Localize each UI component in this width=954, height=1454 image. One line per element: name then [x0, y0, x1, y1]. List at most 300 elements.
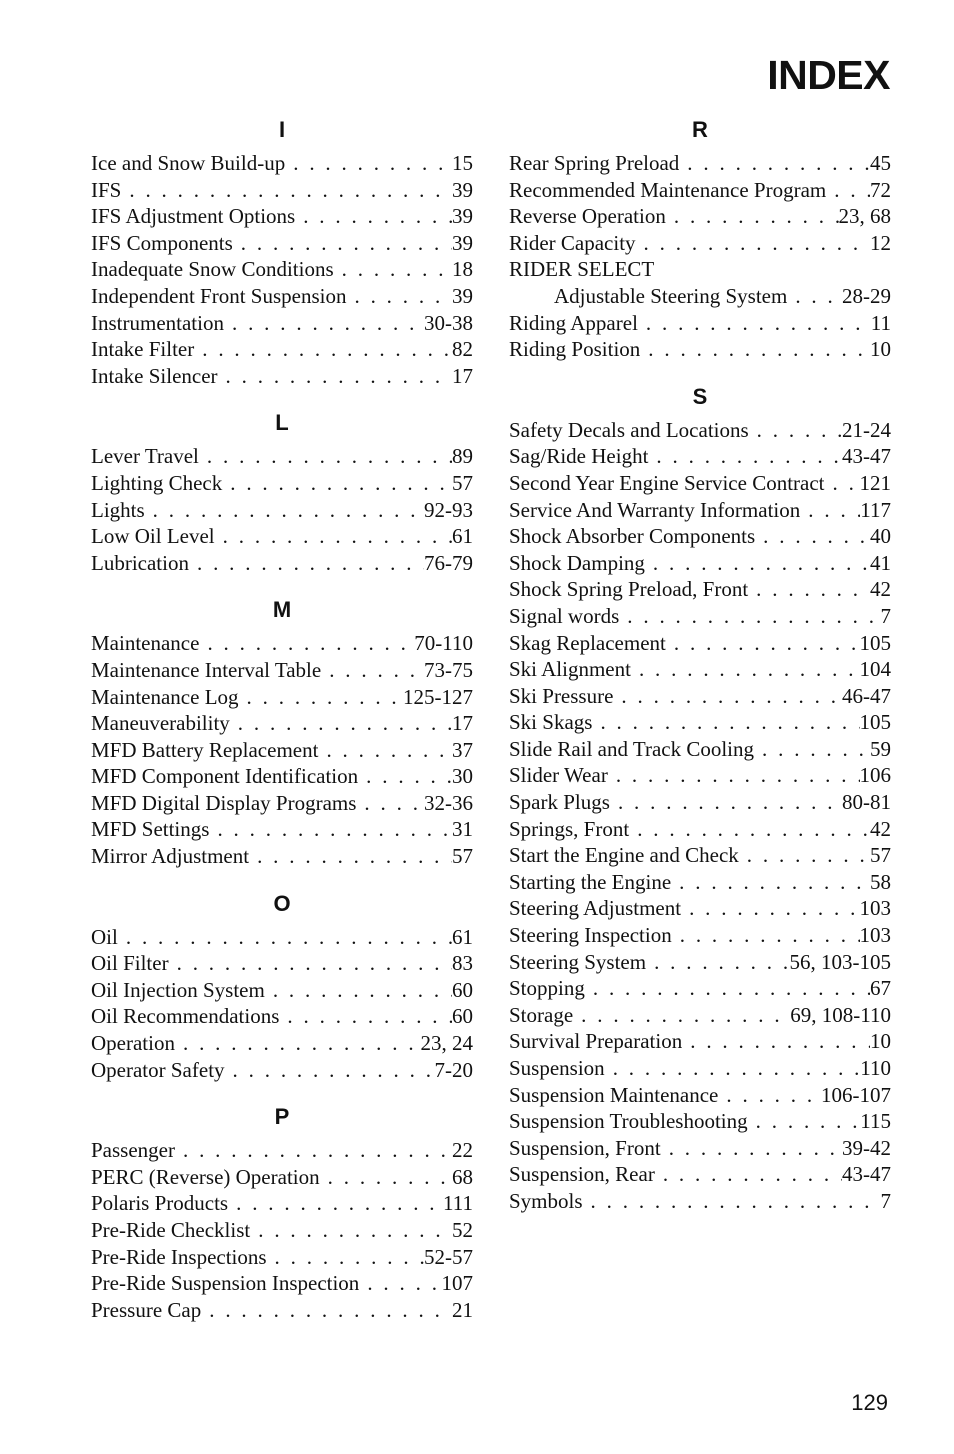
dot-leader: [228, 1190, 443, 1217]
index-entry: [509, 762, 891, 789]
index-entry: [509, 470, 891, 497]
page-title: INDEX: [767, 52, 890, 98]
entry-page: 46-47: [842, 683, 891, 708]
entry-page: 110: [860, 1056, 891, 1080]
entry-page: 80-81: [842, 790, 891, 815]
index-entry: [91, 1297, 473, 1324]
entry-label: Suspension, Front: [509, 1135, 661, 1160]
entry-page: 30-38: [424, 310, 473, 335]
index-column-right: [509, 112, 891, 1231]
page-number: 129: [851, 1390, 888, 1415]
entry-page: 39: [452, 283, 473, 308]
dot-leader: [189, 550, 424, 577]
index-entry: [91, 657, 473, 684]
entry-page: 22: [452, 1138, 473, 1163]
entry-label: Storage: [509, 1002, 574, 1027]
entry-label: Maintenance Log: [91, 684, 239, 709]
entry-page: 103: [859, 896, 891, 921]
entry-label: MFD Component Identification: [91, 764, 359, 789]
dot-leader: [194, 336, 452, 363]
entry-page: 83: [452, 951, 473, 976]
entry-page: 42: [870, 577, 891, 602]
entry-page: 69, 108-110: [790, 1002, 891, 1027]
dot-leader: [218, 363, 452, 390]
index-section-o: [91, 886, 473, 1084]
entry-label: Instrumentation: [91, 310, 224, 335]
entry-label: Start the Engine and Check: [509, 843, 739, 868]
dot-leader: [718, 1082, 821, 1109]
entry-label: Lighting Check: [91, 470, 223, 495]
dot-leader: [265, 977, 452, 1004]
index-entry: [91, 1030, 473, 1057]
index-entry: [509, 336, 891, 363]
entry-page: 105: [859, 630, 891, 655]
index-entry: [509, 1002, 891, 1029]
dot-leader: [175, 1137, 452, 1164]
entry-sublabel: Adjustable Steering System: [554, 283, 788, 308]
index-entry: [509, 1161, 891, 1188]
dot-leader: [619, 603, 880, 630]
entry-label: Suspension Maintenance: [509, 1082, 719, 1107]
index-entry: [509, 497, 891, 524]
dot-leader: [826, 177, 870, 204]
dot-leader: [321, 657, 424, 684]
entry-page: 61: [452, 924, 473, 949]
index-section-m: [91, 592, 473, 869]
entry-page: 57: [870, 843, 891, 868]
dot-leader: [215, 523, 452, 550]
entry-page: 12: [870, 230, 891, 255]
index-entry: [509, 949, 891, 976]
index-entry: [91, 177, 473, 204]
index-entry: [91, 230, 473, 257]
dot-leader: [585, 975, 870, 1002]
dot-leader: [629, 816, 870, 843]
dot-leader: [199, 443, 452, 470]
dot-leader: [638, 310, 871, 337]
entry-label: RIDER SELECT: [509, 257, 655, 282]
index-entry: [91, 1164, 473, 1191]
index-entry: [91, 203, 473, 230]
index-entry: [91, 470, 473, 497]
entry-label: Shock Damping: [509, 550, 645, 575]
entry-page: 7-20: [434, 1057, 473, 1082]
entry-page: 67: [870, 976, 891, 1001]
dot-leader: [748, 1108, 861, 1135]
entry-label: Pre-Ride Inspections: [91, 1244, 267, 1269]
entry-page: 7: [880, 603, 891, 628]
index-section-s: [509, 379, 891, 1215]
dot-leader: [175, 1030, 421, 1057]
entry-label: Suspension Troubleshooting: [509, 1109, 748, 1134]
index-entry: [509, 922, 891, 949]
index-entry: [509, 630, 891, 657]
entry-page: 7: [880, 1188, 891, 1213]
dot-leader: [787, 283, 842, 310]
dot-leader: [681, 895, 859, 922]
entry-page: 57: [452, 470, 473, 495]
index-entry: [91, 763, 473, 790]
index-section-p: [91, 1099, 473, 1323]
entry-label: Rider Capacity: [509, 230, 636, 255]
entry-page: 43-47: [842, 444, 891, 469]
dot-leader: [748, 576, 870, 603]
index-entry: [509, 177, 891, 204]
index-entry: [509, 683, 891, 710]
entry-label: Maintenance: [91, 631, 200, 656]
entry-label: Signal words: [509, 603, 620, 628]
entry-label: Riding Position: [509, 337, 641, 362]
entry-page: 106: [859, 763, 891, 788]
dot-leader: [800, 497, 860, 524]
index-entry: [91, 283, 473, 310]
entry-label: Oil Recommendations: [91, 1004, 280, 1029]
entry-label: Lights: [91, 497, 145, 522]
index-entry: [509, 230, 891, 257]
entry-page: 17: [452, 711, 473, 736]
section-letter: P: [274, 1104, 290, 1130]
index-entry: [91, 843, 473, 870]
dot-leader: [279, 1003, 452, 1030]
entry-label: IFS Adjustment Options: [91, 204, 296, 229]
entry-label: Recommended Maintenance Program: [509, 177, 827, 202]
index-entry: [509, 550, 891, 577]
dot-leader: [605, 1055, 861, 1082]
dot-leader: [320, 1164, 452, 1191]
index-entry: [91, 1244, 473, 1271]
dot-leader: [118, 924, 452, 951]
entry-page: 121: [859, 470, 891, 495]
entry-label: Oil Injection System: [91, 977, 265, 1002]
entry-page: 28-29: [842, 283, 891, 308]
index-entry: [509, 709, 891, 736]
section-letter: S: [692, 383, 708, 409]
entry-label: Starting the Engine: [509, 869, 672, 894]
index-section-i: [91, 112, 473, 389]
index-entry: [509, 975, 891, 1002]
index-entry: [509, 656, 891, 683]
entry-page: 21: [452, 1297, 473, 1322]
entry-label: PERC (Reverse) Operation: [91, 1164, 320, 1189]
entry-page: 43-47: [842, 1162, 891, 1187]
index-entry: [509, 1082, 891, 1109]
entry-page: 111: [443, 1191, 473, 1216]
dot-leader: [648, 443, 842, 470]
entry-label: Skag Replacement: [509, 630, 666, 655]
index-entry: [509, 203, 891, 230]
index-entry: [509, 417, 891, 444]
entry-label: Operator Safety: [91, 1057, 225, 1082]
section-letter: R: [692, 117, 708, 142]
entry-label: Oil Filter: [91, 951, 169, 976]
entry-label: Steering Inspection: [509, 923, 672, 948]
entry-label: Shock Spring Preload, Front: [509, 577, 749, 602]
entry-label: Pressure Cap: [91, 1297, 202, 1322]
index-entry: [509, 443, 891, 470]
entry-label: Springs, Front: [509, 816, 630, 841]
index-entry: [91, 310, 473, 337]
index-entry: [509, 1028, 891, 1055]
dot-leader: [334, 256, 452, 283]
dot-leader: [199, 630, 414, 657]
dot-leader: [671, 869, 870, 896]
index-entry: [509, 256, 891, 309]
entry-label: Ski Skags: [509, 710, 593, 735]
dot-leader: [646, 949, 789, 976]
entry-page: 39-42: [842, 1135, 891, 1160]
entry-label: Ice and Snow Build-up: [91, 151, 286, 175]
entry-page: 61: [452, 524, 473, 549]
dot-leader: [631, 656, 860, 683]
entry-page: 45: [870, 151, 891, 175]
entry-page: 70-110: [414, 631, 473, 656]
dot-leader: [592, 709, 859, 736]
entry-page: 10: [870, 1029, 891, 1054]
index-entry: [509, 150, 891, 177]
index-entry: [509, 1188, 891, 1215]
entry-page: 89: [452, 444, 473, 469]
entry-label: Second Year Engine Service Contract: [509, 470, 825, 495]
entry-page: 30: [452, 764, 473, 789]
entry-page: 60: [452, 1004, 473, 1029]
entry-label: MFD Settings: [91, 817, 210, 842]
entry-label: Symbols: [509, 1188, 583, 1213]
dot-leader: [749, 417, 842, 444]
entry-label: Lever Travel: [91, 444, 199, 469]
index-entry: [509, 576, 891, 603]
entry-page: 103: [859, 923, 891, 948]
entry-label: Pre-Ride Checklist: [91, 1218, 251, 1242]
dot-leader: [610, 789, 842, 816]
entry-page: 57: [452, 844, 473, 869]
entry-page: 73-75: [424, 657, 473, 682]
entry-label: Oil: [91, 924, 118, 949]
entry-page: 32-36: [424, 790, 473, 815]
entry-label: Low Oil Level: [91, 524, 215, 549]
entry-label: Intake Silencer: [91, 363, 218, 388]
entry-page: 117: [860, 497, 891, 522]
index-entry: [91, 150, 473, 177]
dot-leader: [222, 470, 452, 497]
entry-page: 106-107: [821, 1082, 891, 1107]
entry-label: Safety Decals and Locations: [509, 417, 749, 442]
dot-leader: [666, 630, 860, 657]
dot-leader: [754, 736, 870, 763]
entry-page: 52: [452, 1218, 473, 1242]
dot-leader: [608, 762, 860, 789]
section-letter: L: [275, 410, 289, 436]
entry-label: Rear Spring Preload: [509, 151, 680, 175]
entry-label: IFS Components: [91, 230, 233, 255]
index-entry: [509, 310, 891, 337]
entry-label: Suspension, Rear: [509, 1162, 655, 1187]
entry-page: 41: [870, 550, 891, 575]
entry-label: Pre-Ride Suspension Inspection: [91, 1271, 360, 1296]
entry-page: 60: [452, 977, 473, 1002]
entry-page: 18: [452, 257, 473, 282]
dot-leader: [209, 816, 452, 843]
entry-page: 107: [441, 1271, 473, 1296]
dot-leader: [233, 230, 452, 257]
dot-leader: [346, 283, 452, 310]
section-letter: M: [272, 597, 292, 623]
index-entry: [91, 363, 473, 390]
entry-page: 105: [859, 710, 891, 735]
entry-page: 21-24: [842, 417, 891, 442]
entry-page: 125-127: [403, 684, 473, 709]
index-entry: [91, 1270, 473, 1297]
dot-leader: [239, 684, 403, 711]
entry-label: Lubrication: [91, 550, 189, 575]
entry-label: Sag/Ride Height: [509, 444, 649, 469]
dot-leader: [661, 1135, 842, 1162]
entry-page: 23, 24: [420, 1031, 473, 1056]
entry-label: IFS: [91, 177, 122, 202]
index-entry: [509, 869, 891, 896]
entry-label: Steering Adjustment: [509, 896, 682, 921]
index-entry: [91, 950, 473, 977]
entry-label: Slider Wear: [509, 763, 608, 788]
index-entry: [91, 630, 473, 657]
index-entry: [509, 895, 891, 922]
dot-leader: [230, 710, 452, 737]
index-entry: [509, 789, 891, 816]
entry-page: 11: [870, 310, 891, 335]
entry-page: 23, 68: [838, 204, 891, 229]
dot-leader: [613, 683, 842, 710]
entry-subline: [509, 283, 891, 310]
dot-leader: [224, 310, 424, 337]
entry-label: Independent Front Suspension: [91, 283, 347, 308]
dot-leader: [295, 203, 452, 230]
entry-label: Spark Plugs: [509, 790, 610, 815]
index-entry: [509, 816, 891, 843]
entry-page: 76-79: [424, 550, 473, 575]
entry-label: Riding Apparel: [509, 310, 638, 335]
index-entry: [509, 1055, 891, 1082]
entry-label: Stopping: [509, 976, 585, 1001]
entry-label: Slide Rail and Track Cooling: [509, 736, 755, 761]
entry-page: 115: [860, 1109, 891, 1134]
dot-leader: [201, 1297, 452, 1324]
entry-page: 104: [859, 657, 891, 682]
entry-page: 31: [452, 817, 473, 842]
entry-page: 68: [452, 1164, 473, 1189]
entry-label: Maneuverability: [91, 711, 230, 736]
dot-leader: [359, 1270, 441, 1297]
entry-label: Ski Pressure: [509, 683, 614, 708]
entry-page: 56, 103-105: [789, 949, 891, 974]
index-column-left: [91, 112, 473, 1339]
index-entry: [509, 1108, 891, 1135]
entry-label: Service And Warranty Information: [509, 497, 801, 522]
dot-leader: [682, 1028, 870, 1055]
entry-page: 82: [452, 337, 473, 362]
dot-leader: [825, 470, 860, 497]
dot-leader: [755, 523, 870, 550]
dot-leader: [636, 230, 870, 257]
dot-leader: [583, 1188, 881, 1215]
index-section-l: [91, 405, 473, 576]
entry-label: Intake Filter: [91, 337, 195, 362]
entry-page: 10: [870, 337, 891, 362]
index-entry: [91, 684, 473, 711]
index-entry: [509, 523, 891, 550]
index-entry: [91, 336, 473, 363]
dot-leader: [145, 497, 424, 524]
entry-label: Suspension: [509, 1056, 605, 1080]
entry-page: 15: [452, 151, 473, 175]
index-entry: [91, 443, 473, 470]
index-entry: [91, 790, 473, 817]
index-entry: [91, 1003, 473, 1030]
dot-leader: [285, 150, 452, 177]
entry-label: MFD Battery Replacement: [91, 737, 319, 762]
entry-page: 17: [452, 363, 473, 388]
entry-label: Reverse Operation: [509, 204, 666, 229]
entry-label: Ski Alignment: [509, 657, 631, 682]
dot-leader: [640, 336, 870, 363]
index-entry: [509, 736, 891, 763]
index-entry: [91, 256, 473, 283]
dot-leader: [672, 922, 860, 949]
entry-page: 58: [870, 869, 891, 894]
dot-leader: [267, 1244, 424, 1271]
index-entry: [91, 710, 473, 737]
entry-label: Passenger: [91, 1138, 175, 1163]
entry-label: Operation: [91, 1031, 175, 1056]
index-entry: [91, 1217, 473, 1244]
index-entry: [509, 603, 891, 630]
dot-leader: [225, 1057, 435, 1084]
entry-label: Inadequate Snow Conditions: [91, 257, 334, 282]
index-entry: [91, 977, 473, 1004]
dot-leader: [249, 843, 452, 870]
dot-leader: [739, 842, 870, 869]
index-entry: [509, 1135, 891, 1162]
entry-page: 39: [452, 230, 473, 255]
entry-label: Steering System: [509, 949, 647, 974]
entry-page: 39: [452, 177, 473, 202]
dot-leader: [655, 1161, 842, 1188]
index-entry: [91, 497, 473, 524]
index-entry: [91, 816, 473, 843]
entry-label: Survival Preparation: [509, 1029, 683, 1054]
index-entry: [91, 1137, 473, 1164]
entry-page: 92-93: [424, 497, 473, 522]
entry-label: Mirror Adjustment: [91, 844, 250, 869]
entry-page: 72: [870, 177, 891, 202]
entry-label: Shock Absorber Components: [509, 524, 756, 549]
dot-leader: [250, 1217, 452, 1244]
entry-page: 42: [870, 816, 891, 841]
entry-label: MFD Digital Display Programs: [91, 790, 357, 815]
dot-leader: [679, 150, 870, 177]
index-section-r: [509, 112, 891, 363]
index-entry: [91, 1057, 473, 1084]
index-entry: [91, 523, 473, 550]
dot-leader: [645, 550, 870, 577]
entry-label: Polaris Products: [91, 1191, 229, 1216]
entry-page: 40: [870, 524, 891, 549]
index-entry: [91, 737, 473, 764]
dot-leader: [318, 737, 452, 764]
dot-leader: [358, 763, 452, 790]
dot-leader: [121, 177, 452, 204]
entry-page: 59: [870, 736, 891, 761]
dot-leader: [666, 203, 839, 230]
dot-leader: [169, 950, 452, 977]
